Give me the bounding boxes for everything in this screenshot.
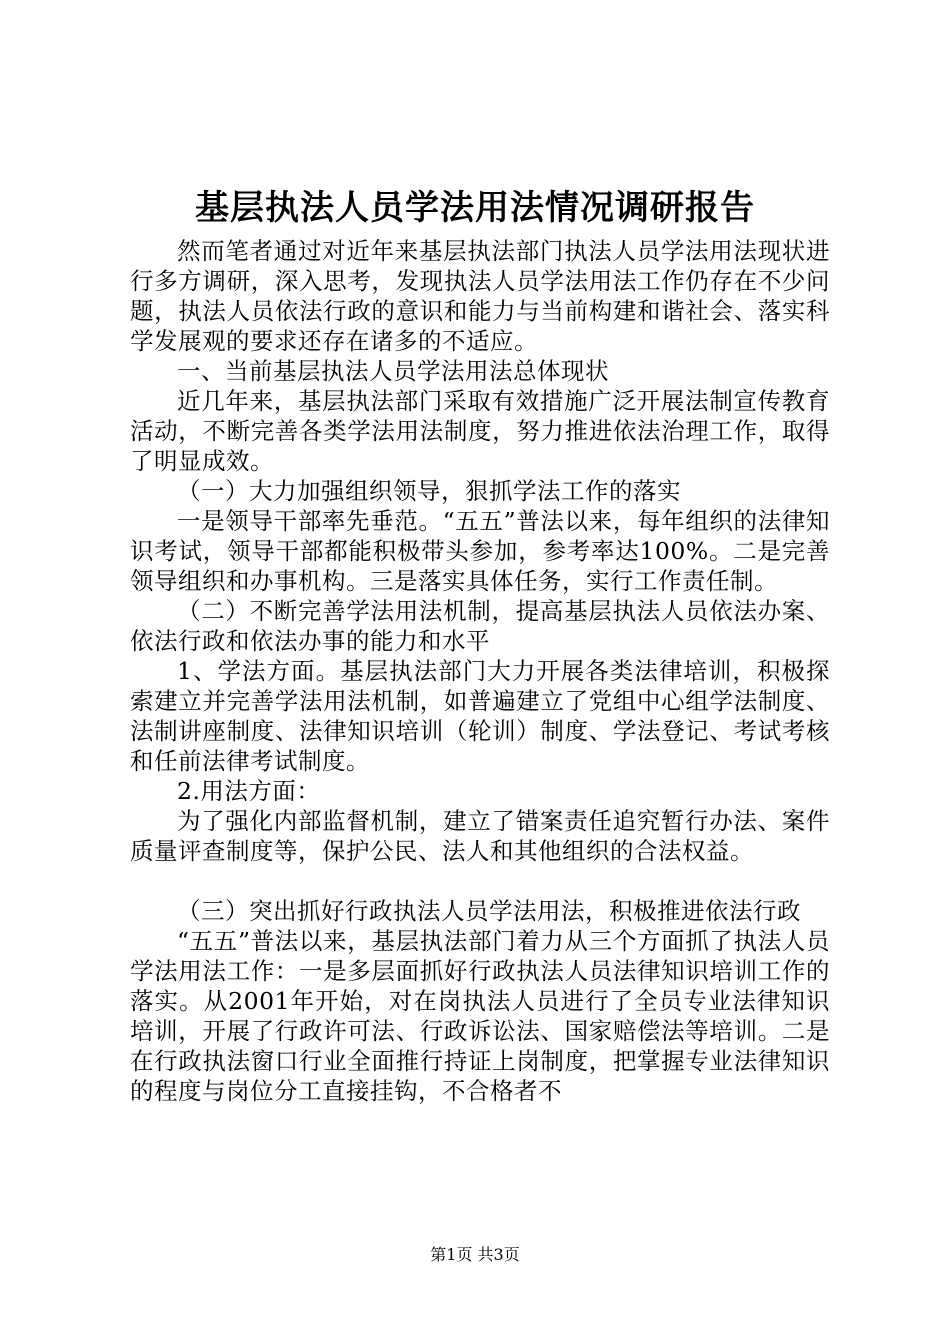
heading-subsection-3: （三）突出抓好行政执法人员学法用法，积极推进依法行政 [177, 897, 801, 925]
paragraph-supervision: 为了强化内部监督机制，建立了错案责任追究暂行办法、案件质量评查制度等，保护公民、法人和其他组织的合法权益。 [130, 807, 830, 865]
page-footer: 第1页 共3页 [430, 1245, 520, 1264]
heading-section-1: 一、当前基层执法人员学法用法总体现状 [177, 357, 609, 385]
paragraph-intro: 然而笔者通过对近年来基层执法部门执法人员学法用法现状进行多方调研，深入思考，发现执法人员学法用法工作仍存在不少问题，执法人员依法行政的意识和能力与当前构建和谐社会、落实科学发展观的要求还存在诸多的不适应。 [130, 237, 830, 355]
heading-apply-law: 2.用法方面： [177, 777, 321, 805]
paragraph-leadership: 一是领导干部率先垂范。“五五”普法以来，每年组织的法律知识考试，领导干部都能积极带头参加，参考率达100%。二是完善领导组织和办事机构。三是落实具体任务，实行工作责任制。 [130, 507, 830, 595]
document-body [130, 236, 830, 1106]
paragraph-gap [130, 866, 830, 896]
heading-subsection-2: （二）不断完善学法用法机制，提高基层执法人员依法办案、依法行政和依法办事的能力和水平 [130, 597, 830, 655]
paragraph-training: “五五”普法以来，基层执法部门着力从三个方面抓了执法人员学法用法工作：一是多层面抓好行政执法人员法律知识培训工作的落实。从2001年开始，对在岗执法人员进行了全员专业法律知识培训，开展了行政许可法、行政诉讼法、国家赔偿法等培训。二是在行政执法窗口行业全面推行持证上岗制度，把掌握专业法律知识的程度与岗位分工直接挂钩，不合格者不 [130, 927, 830, 1105]
document-title: 基层执法人员学法用法情况调研报告 [195, 188, 755, 228]
heading-subsection-1: （一）大力加强组织领导，狠抓学法工作的落实 [177, 477, 681, 505]
paragraph-study-law: 1、学法方面。基层执法部门大力开展各类法律培训，积极探索建立并完善学法用法机制，如普遍建立了党组中心组学法制度、法制讲座制度、法律知识培训（轮训）制度、学法登记、考试考核和任前法律考试制度。 [130, 657, 830, 775]
paragraph-overview: 近几年来，基层执法部门采取有效措施广泛开展法制宣传教育活动，不断完善各类学法用法制度，努力推进依法治理工作，取得了明显成效。 [130, 387, 830, 475]
